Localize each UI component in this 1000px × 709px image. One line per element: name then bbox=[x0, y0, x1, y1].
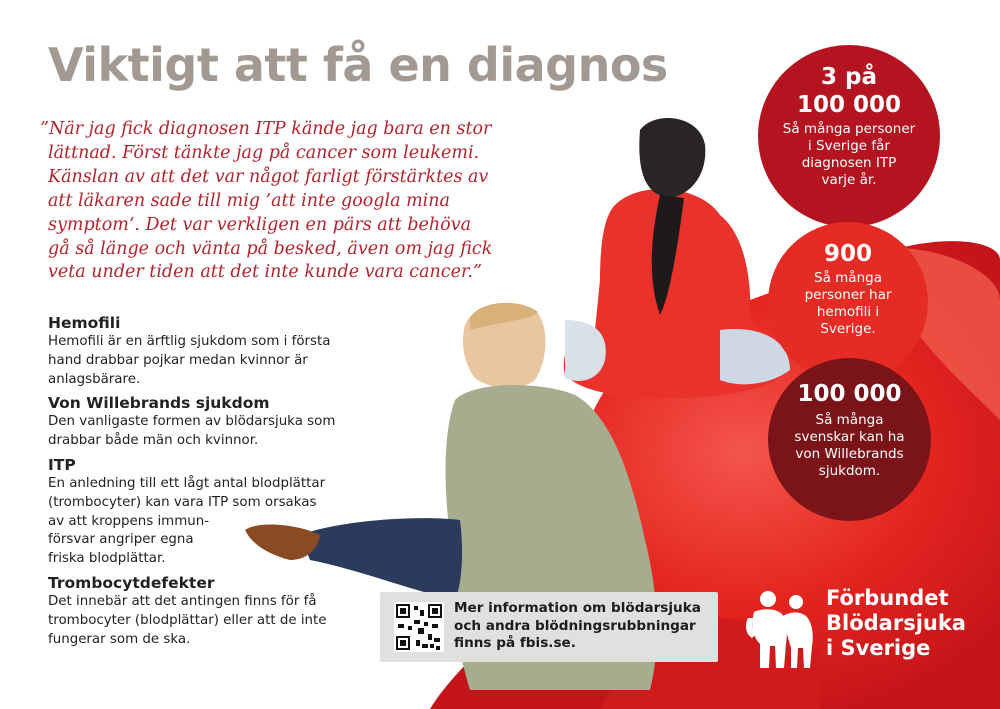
logo-line: Blödarsjuka bbox=[826, 611, 966, 635]
fact-heading: Von Willebrands sjukdom bbox=[48, 394, 270, 413]
fact-heading: ITP bbox=[48, 455, 76, 474]
stat-value: 100 000 bbox=[797, 381, 902, 407]
stat-circle-itp bbox=[758, 45, 940, 227]
quote-line: att läkaren sade till mig ’att inte googla mina bbox=[48, 190, 450, 211]
stat-desc: sjukdom. bbox=[818, 463, 881, 479]
fact-list bbox=[48, 313, 388, 653]
patient-quote bbox=[40, 118, 560, 285]
fact-line: En anledning till ett lågt antal blodplättar bbox=[48, 475, 326, 491]
stat-desc: varje år. bbox=[821, 172, 877, 188]
stat-value: 100 000 bbox=[796, 92, 902, 118]
fact-body bbox=[48, 475, 388, 569]
fact-line: (trombocyter) kan vara ITP som orsakas bbox=[48, 494, 317, 510]
logo-line: Förbundet bbox=[826, 586, 949, 610]
stat-value: 3 på bbox=[821, 64, 877, 90]
page-title: Viktigt att få en diagnos bbox=[48, 38, 668, 92]
fact-heading: Hemofili bbox=[48, 314, 121, 332]
fact-line: Det innebär att det antingen finns för få bbox=[48, 593, 317, 609]
fact-line: fungerar som de ska. bbox=[48, 631, 191, 647]
fact-line: av att kroppens immun- bbox=[48, 513, 210, 529]
fact-line: friska blodplättar. bbox=[48, 551, 166, 567]
qr-code-icon[interactable] bbox=[394, 602, 444, 652]
stat-desc: Sverige. bbox=[820, 321, 876, 337]
stat-desc: i Sverige får bbox=[808, 138, 890, 154]
fact-line: drabbar både män och kvinnor. bbox=[48, 433, 259, 449]
more-info-text bbox=[454, 600, 701, 653]
stat-desc: von Willebrands bbox=[795, 446, 904, 462]
stat-desc: svenskar kan ha bbox=[794, 429, 905, 445]
fact-line: trombocyter (blodplättar) eller att de inte bbox=[48, 612, 327, 628]
quote-line: ”När jag fick diagnosen ITP kände jag bara en stor bbox=[40, 119, 492, 139]
fbis-logo bbox=[742, 582, 966, 672]
stat-desc: Så många bbox=[815, 412, 884, 428]
fact-line: Hemofili är en ärftlig sjukdom som i första bbox=[48, 334, 331, 349]
more-info-box bbox=[380, 592, 718, 662]
fact-body bbox=[48, 413, 388, 451]
logo-line: i Sverige bbox=[826, 636, 931, 660]
stat-desc: Så många personer bbox=[782, 121, 916, 137]
logo-wordmark bbox=[826, 586, 966, 661]
stat-desc: hemofili i bbox=[816, 304, 880, 320]
quote-line: lättnad. Först tänkte jag på cancer som leukemi. bbox=[48, 142, 480, 163]
info-line: finns på fbis.se. bbox=[454, 635, 576, 651]
quote-line: Känslan av att det var något farligt förstärktes av bbox=[48, 166, 489, 187]
info-line: och andra blödningsrubbningar bbox=[454, 617, 696, 634]
fact-line: Den vanligaste formen av blödarsjuka som bbox=[48, 414, 336, 430]
stat-desc: Så många bbox=[814, 270, 882, 286]
fact-hemofili bbox=[48, 313, 388, 389]
fact-line: anlagsbärare. bbox=[48, 371, 141, 387]
quote-line: veta under tiden att det inte kunde vara cancer.” bbox=[48, 262, 482, 283]
stat-desc: personer har bbox=[804, 287, 892, 303]
fact-trombocytdefekter bbox=[48, 573, 388, 649]
people-embrace-logo-icon bbox=[742, 588, 818, 670]
quote-line: symptom’. Det var verkligen en pärs att behöva bbox=[48, 214, 472, 235]
fact-body bbox=[48, 333, 388, 389]
stat-circle-von-willebrand bbox=[768, 358, 931, 521]
fact-heading: Trombocytdefekter bbox=[48, 573, 215, 592]
fact-itp bbox=[48, 455, 388, 569]
info-line: Mer information om blödarsjuka bbox=[454, 600, 701, 616]
stat-desc: diagnosen ITP bbox=[801, 155, 897, 171]
quote-line: gå så länge och vänta på besked, även om jag fick bbox=[48, 238, 493, 259]
stat-value: 900 bbox=[823, 241, 872, 267]
fact-line: försvar angriper egna bbox=[48, 532, 194, 548]
fact-body bbox=[48, 593, 388, 649]
fact-von-willebrand bbox=[48, 393, 388, 451]
fact-line: hand drabbar pojkar medan kvinnor är bbox=[48, 352, 308, 368]
